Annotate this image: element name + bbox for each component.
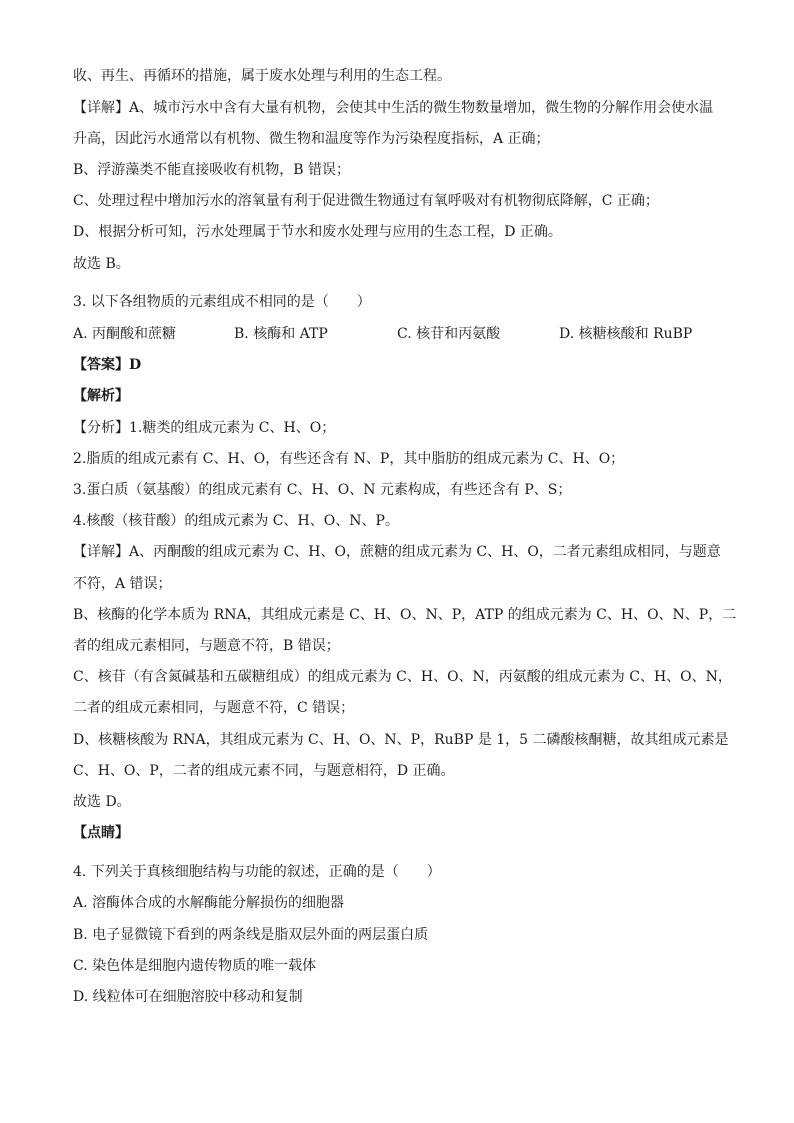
text-line: 升高，因此污水通常以有机物、微生物和温度等作为污染程度指标，A 正确； [73,131,550,147]
question-4-stem: 4. 下列关于真核细胞结构与功能的叙述，正确的是（ ） [73,864,441,880]
option-b: B. 核酶和 ATP [234,326,328,342]
text-line: 【详解】A、丙酮酸的组成元素为 C、H、O，蔗糖的组成元素为 C、H、O，二者元素组成相同，与题意 [73,544,721,560]
option-d: D. 核糖核酸和 RuBP [559,326,693,342]
text-line: 4.核酸（核苷酸）的组成元素为 C、H、O、N、P。 [73,513,399,529]
key-point-heading: 【点睛】 [73,825,129,841]
text-line: 故选 D。 [73,794,131,810]
text-line: C、核苷（有含氮碱基和五碳糖组成）的组成元素为 C、H、O、N，丙氨酸的组成元素为 C、H、O、N， [73,669,732,685]
question-3-stem: 3. 以下各组物质的元素组成不相同的是（ ） [73,294,371,310]
text-line: 不符，A 错误； [73,576,172,592]
text-line: 二者的组成元素相同，与题意不符，C 错误； [73,700,355,716]
text-line: C、H、O、P，二者的组成元素不同，与题意相符，D 正确。 [73,763,455,779]
text-line: C、处理过程中增加污水的溶氧量有利于促进微生物通过有氧呼吸对有机物彻底降解，C 正确； [73,193,659,209]
text-line: 者的组成元素相同，与题意不符，B 错误； [73,638,340,654]
question-4-option-a: A. 溶酶体合成的水解酶能分解损伤的细胞器 [73,895,345,911]
question-4-option-c: C. 染色体是细胞内遗传物质的唯一载体 [73,958,317,974]
text-line: 收、再生、再循环的措施，属于废水处理与利用的生态工程。 [73,68,451,84]
text-line: 3.蛋白质（氨基酸）的组成元素有 C、H、O、N 元素构成，有些还含有 P、S； [73,482,572,498]
analysis-heading: 【解析】 [73,388,129,404]
text-line: 【详解】A、城市污水中含有大量有机物，会使其中生活的微生物数量增加，微生物的分解作用会使水温 [73,100,714,116]
option-a: A. 丙酮酸和蔗糖 [73,326,177,342]
question-4-option-b: B. 电子显微镜下看到的两条线是脂双层外面的两层蛋白质 [73,927,429,943]
text-line: 【分析】1.糖类的组成元素为 C、H、O； [73,420,336,436]
text-line: B、核酶的化学本质为 RNA，其组成元素是 C、H、O、N、P，ATP 的组成元素为 C、H、O、N、P，二 [73,607,737,623]
question-4-option-d: D. 线粒体可在细胞溶胶中移动和复制 [73,989,303,1005]
text-line: B、浮游藻类不能直接吸收有机物，B 错误； [73,162,351,178]
text-line: 故选 B。 [73,256,130,272]
text-line: D、核糖核酸为 RNA，其组成元素为 C、H、O、N、P，RuBP 是 1，5 二磷酸核酮糖，故其组成元素是 [73,732,729,748]
answer-label: 【答案】D [73,357,142,373]
text-line: 2.脂质的组成元素有 C、H、O，有些还含有 N、P，其中脂肪的组成元素为 C、H、O； [73,451,625,467]
text-line: D、根据分析可知，污水处理属于节水和废水处理与应用的生态工程，D 正确。 [73,224,562,240]
option-c: C. 核苷和丙氨酸 [397,326,501,342]
